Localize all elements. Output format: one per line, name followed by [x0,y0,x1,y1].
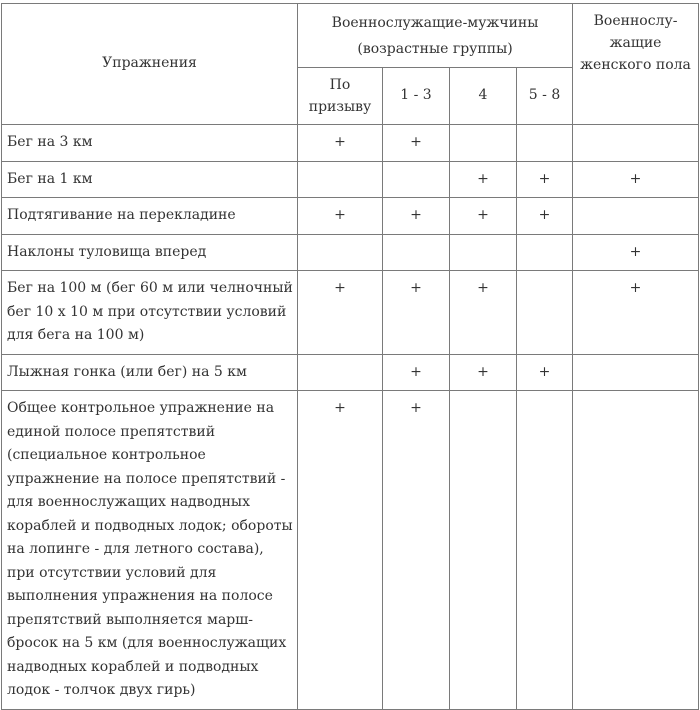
header-col-group-5-8: 5 - 8 [517,68,573,125]
mark-conscript: + [298,391,383,710]
mark-group-4: + [450,271,517,355]
header-exercises: Упражнения [2,4,298,125]
mark-women: + [573,234,699,271]
mark-group-5-8 [517,391,573,710]
header-women-line-2: жащие [609,35,662,51]
table-row [2,271,699,355]
table-row [2,234,699,271]
mark-group-1-3 [383,161,450,198]
mark-group-4 [450,391,517,710]
table-body [2,4,699,710]
table-row [2,161,699,198]
table-row [2,125,699,162]
header-men-subtitle: (возрастные группы) [357,41,513,57]
mark-group-5-8 [517,125,573,162]
mark-women: + [573,161,699,198]
mark-conscript: + [298,198,383,235]
mark-group-1-3: + [383,125,450,162]
mark-group-5-8 [517,234,573,271]
mark-group-4 [450,125,517,162]
header-col-conscript-line-1: По [329,77,351,93]
header-col-conscript [298,68,383,125]
header-col-group-1-3: 1 - 3 [383,68,450,125]
header-women-line-1: Военнослу- [593,13,678,29]
exercise-name: Подтягивание на перекладине [2,198,298,235]
mark-group-5-8 [517,271,573,355]
header-row-1 [2,4,699,68]
mark-group-4: + [450,161,517,198]
mark-group-1-3: + [383,391,450,710]
mark-women [573,354,699,391]
header-women [573,4,699,125]
table-row [2,391,699,710]
header-men-title: Военнослужащие-мужчины [331,15,539,31]
header-col-group-4: 4 [450,68,517,125]
mark-women: + [573,271,699,355]
mark-women [573,391,699,710]
exercise-table [1,3,699,710]
mark-group-5-8: + [517,354,573,391]
mark-group-4 [450,234,517,271]
mark-group-4: + [450,198,517,235]
mark-women [573,198,699,235]
mark-conscript [298,234,383,271]
table-row [2,198,699,235]
header-men-group [298,4,573,68]
exercise-name: Общее контрольное упражнение на единой полосе препятствий (специальное контрольное упражнение на полосе препятствий - для военнослужащих надводных кораблей и подводных лодок; обороты на лопинге - для летного состава), при отсутствии условий для выполнения упражнения на полосе препятствий выполняется марш-бросок на 5 км (для военнослужащих надводных кораблей и подводных лодок - толчок двух гирь) [2,391,298,710]
mark-group-5-8: + [517,161,573,198]
mark-group-4: + [450,354,517,391]
mark-conscript [298,161,383,198]
mark-group-1-3: + [383,271,450,355]
header-women-line-3: женского пола [580,57,691,73]
mark-group-5-8: + [517,198,573,235]
table-row [2,354,699,391]
exercise-name: Лыжная гонка (или бег) на 5 км [2,354,298,391]
exercise-name: Бег на 1 км [2,161,298,198]
mark-group-1-3: + [383,198,450,235]
mark-conscript [298,354,383,391]
mark-conscript: + [298,125,383,162]
mark-group-1-3 [383,234,450,271]
exercise-name: Бег на 100 м (бег 60 м или челночный бег 10 х 10 м при отсутствии условий для бега на 100 м) [2,271,298,355]
header-col-conscript-line-2: призыву [308,99,372,115]
exercise-name: Бег на 3 км [2,125,298,162]
exercise-name: Наклоны туловища вперед [2,234,298,271]
mark-conscript: + [298,271,383,355]
mark-group-1-3: + [383,354,450,391]
mark-women [573,125,699,162]
